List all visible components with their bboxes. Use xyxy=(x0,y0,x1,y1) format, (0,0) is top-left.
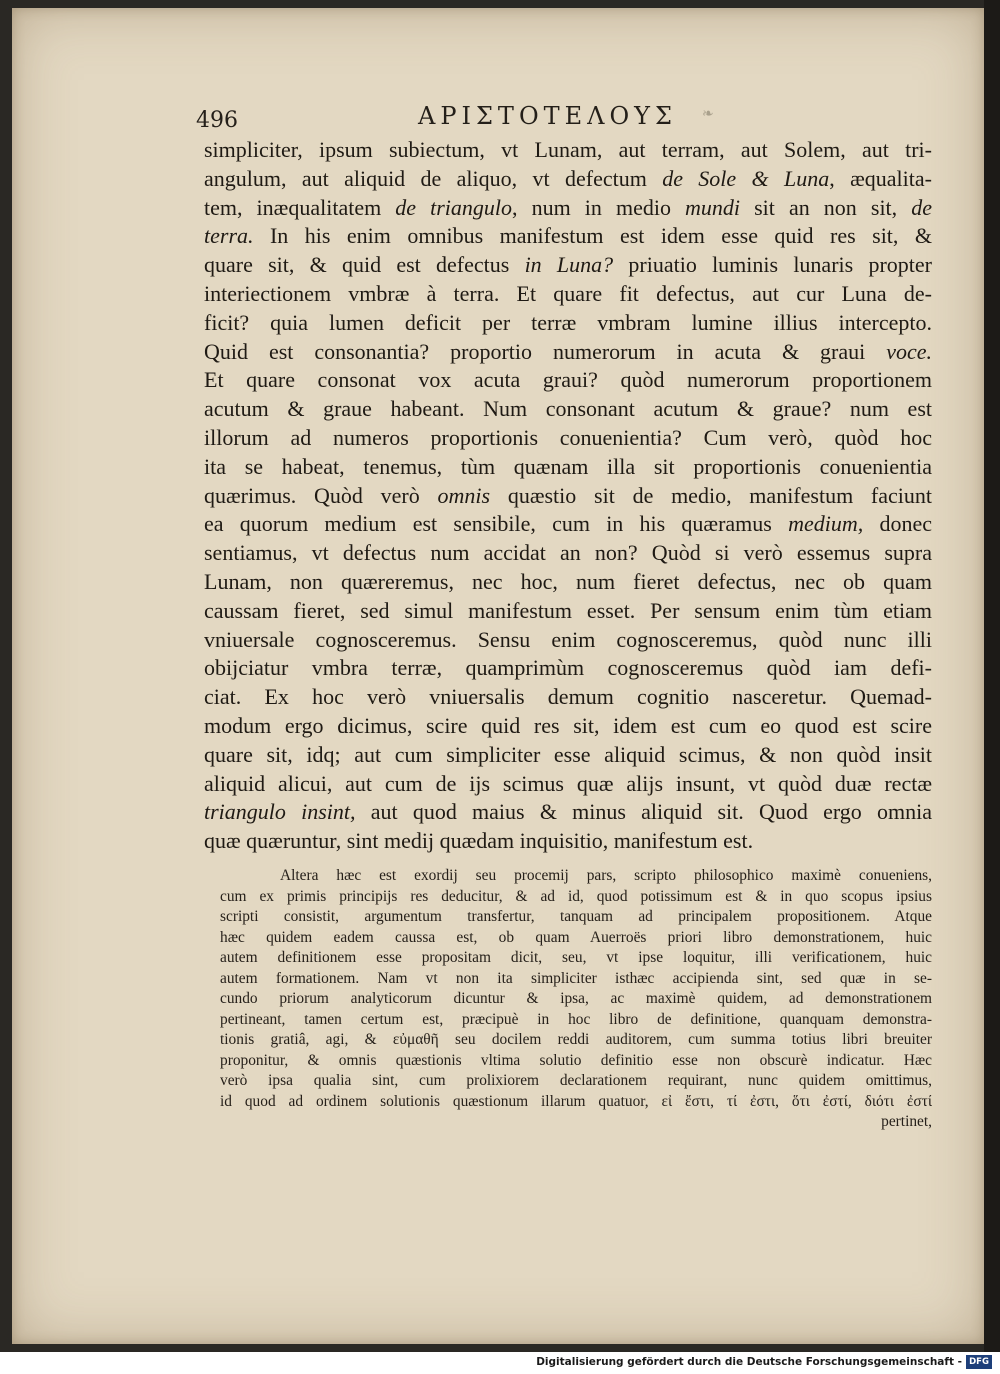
commentary-block xyxy=(220,866,932,1133)
text-segment: Quid est consonantia? proportio numerorum in acuta & graui xyxy=(204,338,887,364)
text-segment: angulum, aut aliquid de aliquo, vt defectum xyxy=(204,165,663,191)
text-segment: aliquid alicui, aut cum de ijs scimus quæ alijs insunt, vt quòd duæ rectæ xyxy=(204,770,932,796)
text-line xyxy=(204,136,932,165)
commentary-line: Altera hæc est exordij seu procemij pars, scripto philosophico maximè conueniens, xyxy=(280,867,932,884)
commentary-line: autem definitionem esse propositam dicit, seu, vt ipse loquitur, illi verificationem, huic xyxy=(220,949,932,966)
text-segment: donec xyxy=(863,511,932,537)
commentary-line: pertineant, tamen certum est, præcipuè in hoc libro de definitione, quanquam demonstra- xyxy=(220,1010,932,1028)
text-segment: quæ quæruntur, sint medij quædam inquisitio, manifestum est. xyxy=(204,828,754,854)
text-line xyxy=(204,597,932,626)
commentary-line: verò ipsa qualia sint, cum prolixiorem declarationem requirant, nunc quidem omittimus, xyxy=(220,1072,932,1089)
italic-phrase: in Luna? xyxy=(524,252,614,278)
text-line xyxy=(204,741,932,770)
footer-credit: Digitalisierung gefördert durch die Deutsche Forschungsgemeinschaft - xyxy=(536,1356,962,1368)
commentary-line: scripti consistit, argumentum transfertur, tanquam ad principalem propositionem. Atque xyxy=(220,908,932,925)
text-line xyxy=(204,626,932,655)
commentary-line: hæc quidem eadem caussa est, ob quam Auerroës priori libro demonstrationem, huic xyxy=(220,928,932,946)
ornament-icon: ❧ xyxy=(702,106,714,122)
text-line xyxy=(204,827,932,856)
text-line xyxy=(204,453,932,482)
commentary-line: pertinet, xyxy=(881,1113,932,1130)
text-segment: priuatio luminis lunaris propter xyxy=(613,252,932,278)
text-line xyxy=(204,539,932,568)
italic-phrase: mundi xyxy=(685,194,741,220)
dfg-logo-icon: DFG xyxy=(966,1355,992,1369)
text-segment: Lunam, non quæreremus, nec hoc, num fieret defectus, nec ob quam xyxy=(204,568,932,594)
italic-phrase: medium, xyxy=(788,511,864,537)
main-text-block xyxy=(204,136,932,856)
text-segment: modum ergo dicimus, scire quid res sit, idem est cum eo quod est scire xyxy=(204,712,932,738)
text-segment: , num in medio xyxy=(512,194,686,220)
text-segment: quare sit, idq; aut cum simpliciter esse aliquid scimus, & non quòd insit xyxy=(204,741,932,767)
text-segment: ciat. Ex hoc verò vniuersalis demum cognitio nasceretur. Quemad- xyxy=(204,684,932,710)
text-segment: illorum ad numeros proportionis conuenientia? Cum verò, quòd hoc xyxy=(204,424,932,450)
text-line xyxy=(204,366,932,395)
text-line xyxy=(204,309,932,338)
text-line xyxy=(204,165,932,194)
italic-phrase: de xyxy=(911,194,932,220)
text-segment: interiectionem vmbræ à terra. Et quare fit defectus, aut cur Luna de- xyxy=(204,280,932,306)
text-segment: vniuersale cognosceremus. Sensu enim cognosceremus, quòd nunc illi xyxy=(204,626,932,652)
text-segment: Et quare consonat vox acuta graui? quòd numerorum proportionem xyxy=(204,367,932,393)
commentary-line: id quod ad ordinem solutionis quæstionum illarum quatuor, εἰ ἔστι, τί ἐστι, ὅτι ἐστί, διότι ἐστί xyxy=(220,1092,932,1110)
commentary-line: cum ex primis principijs res deducitur, & ad id, quod potissimum est & in quo scopus ipsius xyxy=(220,887,932,905)
text-line xyxy=(204,654,932,683)
italic-phrase: voce. xyxy=(886,338,932,364)
italic-phrase: triangulo insint, xyxy=(204,799,356,825)
page-number: 496 xyxy=(196,108,238,133)
text-segment: ficit? quia lumen deficit per terræ vmbram lumine illius intercepto. xyxy=(204,309,932,335)
text-line xyxy=(204,798,932,827)
text-segment: sit an non sit, xyxy=(740,194,912,220)
text-segment: ea quorum medium est sensibile, cum in his quæramus xyxy=(204,511,789,537)
text-line xyxy=(204,424,932,453)
text-line xyxy=(204,395,932,424)
text-segment: sentiamus, vt defectus num accidat an non? Quòd si verò essemus supra xyxy=(204,540,932,566)
text-segment: , æqualita- xyxy=(829,165,932,191)
text-segment: quare sit, & quid est defectus xyxy=(204,252,525,278)
commentary-line: tionis gratiâ, agi, & εὐμαθῆ seu docilem reddi auditorem, cum summa totius libri breuiter xyxy=(220,1031,932,1048)
text-line xyxy=(204,280,932,309)
text-line xyxy=(204,510,932,539)
text-segment: obijciatur vmbra terræ, quamprimùm cognosceremus quòd iam defi- xyxy=(204,655,932,681)
text-segment: ita se habeat, tenemus, tùm quænam illa sit proportionis conuenientia xyxy=(204,453,932,479)
text-segment: quærimus. Quòd verò xyxy=(204,482,438,508)
text-segment: tem, inæqualitatem xyxy=(204,194,396,220)
text-segment: caussam fieret, sed simul manifestum esset. Per sensum enim tùm etiam xyxy=(204,597,932,623)
text-segment: acutum & graue habeant. Num consonant acutum & graue? num est xyxy=(204,396,932,422)
text-segment: simpliciter, ipsum subiectum, vt Lunam, aut terram, aut Solem, aut tri- xyxy=(204,137,932,162)
italic-phrase: de triangulo xyxy=(395,194,513,220)
commentary-line: cundo priorum analyticorum dicuntur & ipsa, ac maximè quidem, ad demonstrationem xyxy=(220,990,932,1007)
text-line xyxy=(204,338,932,367)
text-line xyxy=(204,251,932,280)
text-line xyxy=(204,222,932,251)
text-line xyxy=(204,683,932,712)
italic-phrase: de Sole & Luna xyxy=(662,165,830,191)
text-segment: quæstio sit de medio, manifestum faciunt xyxy=(490,482,932,508)
commentary-line: proponitur, & omnis quæstionis vltima solutio definitio esse non obscurè indicatur. Hæc xyxy=(220,1051,932,1069)
text-line xyxy=(204,770,932,799)
commentary-line: autem formationem. Nam vt non ita simpliciter isthæc accipienda sint, sed quæ in se- xyxy=(220,969,932,987)
italic-phrase: terra. xyxy=(204,223,254,249)
text-line xyxy=(204,482,932,511)
text-line xyxy=(204,712,932,741)
text-segment: aut quod maius & minus aliquid sit. Quod ergo omnia xyxy=(355,799,932,825)
text-line xyxy=(204,568,932,597)
running-head: ΑΡΙΣΤΟΤΕΛΟΥΣ xyxy=(418,102,677,130)
italic-phrase: omnis xyxy=(437,482,491,508)
text-line xyxy=(204,194,932,223)
scan-edge xyxy=(984,0,1000,1374)
text-segment: In his enim omnibus manifestum est idem esse quid res sit, & xyxy=(253,223,932,249)
